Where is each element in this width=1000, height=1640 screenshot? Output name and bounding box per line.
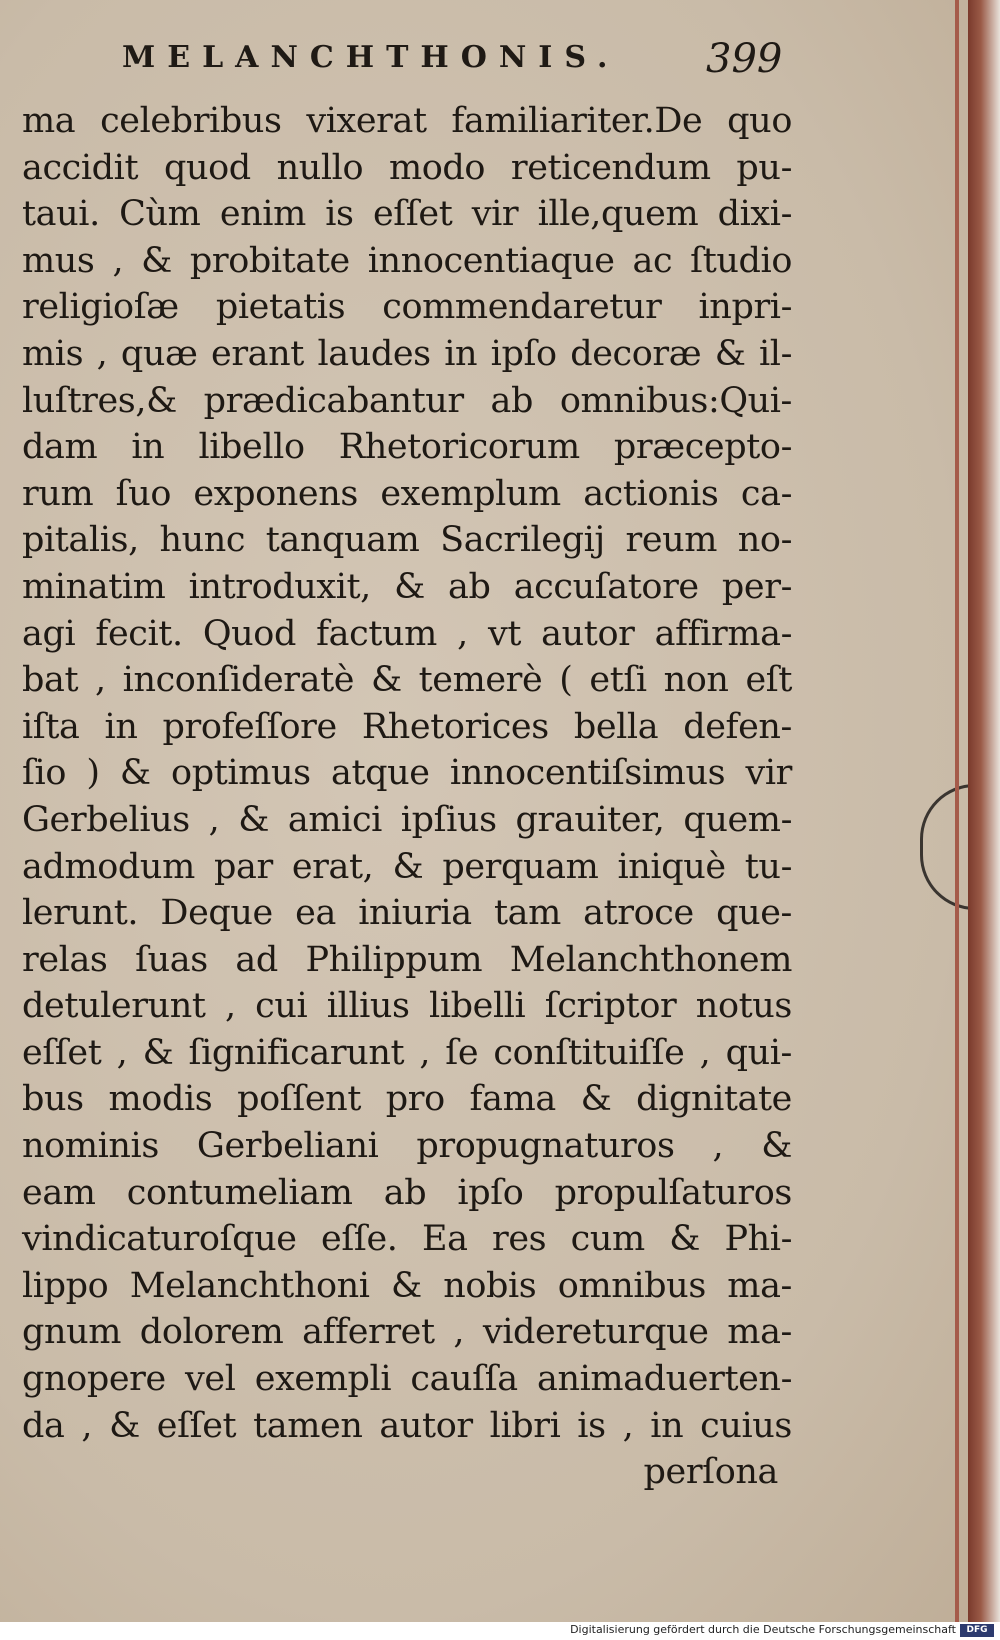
text-line: rum ſuo exponens exemplum actionis ca-	[22, 473, 792, 514]
text-line: luſtres,& prædicabantur ab omnibus:Qui-	[22, 380, 792, 421]
text-line: agi fecit. Quod factum , vt autor affirma-	[22, 613, 792, 654]
page-edge-shadow	[968, 0, 1000, 1622]
text-line: Gerbelius , & amici ipſius grauiter, quem-	[22, 799, 792, 840]
body-text	[22, 98, 792, 1496]
text-line: relas ſuas ad Philippum Melanchthonem	[22, 939, 792, 980]
text-line: gnum dolorem afferret , videreturque ma-	[22, 1312, 792, 1353]
text-line: eam contumeliam ab ipſo propulſaturos	[22, 1172, 792, 1213]
text-line: bus modis poſſent pro fama & dignitate	[22, 1079, 792, 1120]
text-line: religioſæ pietatis commendaretur inpri-	[22, 287, 792, 328]
running-title: MELANCHTHONIS.	[122, 40, 620, 75]
text-line: dam in libello Rhetoricorum præcepto-	[22, 427, 792, 468]
page-number: 399	[706, 36, 783, 82]
text-line: ſio ) & optimus atque innocentiſsimus vir	[22, 753, 792, 794]
text-line: lerunt. Deque ea iniuria tam atroce que-	[22, 893, 792, 934]
text-line: da , & eſſet tamen autor libri is , in cuius	[22, 1405, 792, 1446]
text-line: mus , & probitate innocentiaque ac ſtudio	[22, 240, 792, 281]
text-line: gnopere vel exempli cauſſa animaduerten-	[22, 1359, 792, 1400]
text-line: taui. Cùm enim is eſſet vir ille,quem dixi-	[22, 194, 792, 235]
digitization-footer	[0, 1622, 1000, 1640]
text-line: mis , quæ erant laudes in ipſo decoræ & il-	[22, 333, 792, 374]
text-line: pitalis, hunc tanquam Sacrilegij reum no-	[22, 520, 792, 561]
catchword: perſona	[643, 1452, 778, 1493]
text-line: accidit quod nullo modo reticendum pu-	[22, 147, 792, 188]
running-head	[0, 36, 968, 100]
text-line: iſta in profeſſore Rhetorices bella defen-	[22, 706, 792, 747]
footer-credit: Digitalisierung gefördert durch die Deutsche Forschungsgemeinschaft	[570, 1623, 956, 1636]
text-line: minatim introduxit, & ab accuſatore per-	[22, 566, 792, 607]
text-line: bat , inconſideratè & temerè ( etſi non eſt	[22, 660, 792, 701]
text-line: vindicaturoſque eſſe. Ea res cum & Phi-	[22, 1219, 792, 1260]
page-fold-edge	[955, 0, 959, 1622]
text-line: detulerunt , cui illius libelli ſcriptor notus	[22, 986, 792, 1027]
dfg-logo-icon: DFG	[960, 1624, 994, 1637]
text-line: nominis Gerbeliani propugnaturos , &	[22, 1126, 792, 1167]
text-line: lippo Melanchthoni & nobis omnibus ma-	[22, 1265, 792, 1306]
text-line: ma celebribus vixerat familiariter.De quo	[22, 101, 792, 141]
text-line: eſſet , & ſignificarunt , ſe conſtituiſſe , qui-	[22, 1032, 792, 1073]
text-line: admodum par erat, & perquam iniquè tu-	[22, 846, 792, 887]
